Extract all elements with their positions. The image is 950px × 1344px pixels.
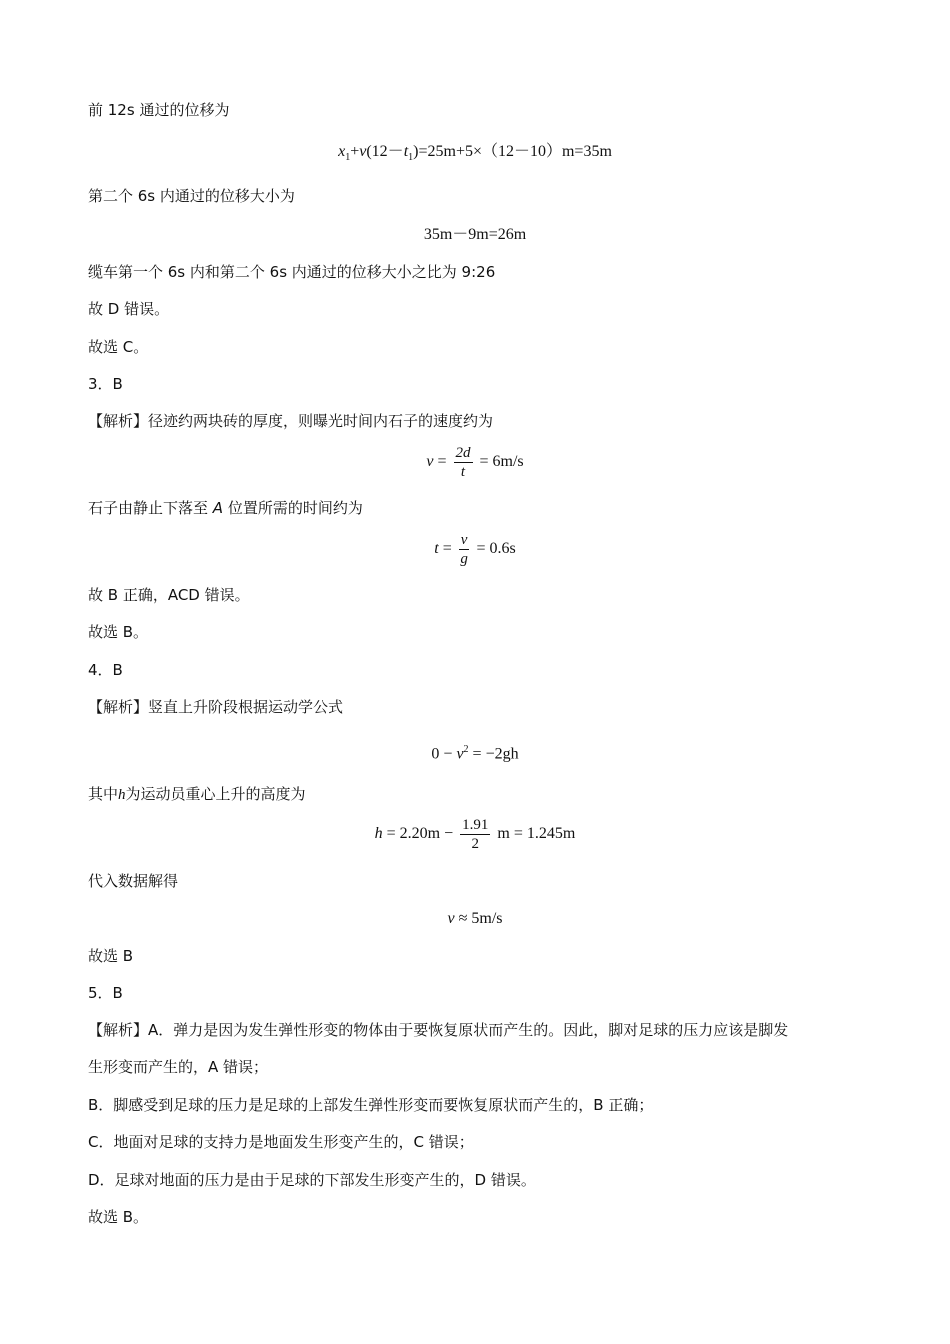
equation-second-6s: 35m－9m=26m: [423, 226, 527, 243]
question-number: 4．B: [88, 661, 123, 679]
equation-time: t = $\frac{v}{g}$ = 0.6s: [434, 532, 516, 567]
text-line: 代入数据解得: [88, 872, 179, 890]
text-line: 石子由静止下落至 A 位置所需的时间约为: [88, 499, 363, 517]
text-line: 前 12s 通过的位移为: [88, 101, 230, 119]
text-line: 故选 C。: [88, 338, 149, 356]
text-line: 第二个 6s 内通过的位移大小为: [88, 187, 295, 205]
text-line: 故选 B。: [88, 1208, 149, 1226]
analysis-line: 【解析】径迹约两块砖的厚度，则曝光时间内石子的速度约为: [88, 412, 494, 430]
text-line: 故选 B: [88, 947, 134, 965]
analysis-tag: 【解析】: [88, 412, 149, 430]
analysis-line: 【解析】竖直上升阶段根据运动学公式: [88, 698, 344, 716]
text-line: 缆车第一个 6s 内和第二个 6s 内通过的位移大小之比为 9:26: [88, 263, 496, 281]
text-line: B．脚感受到足球的压力是足球的上部发生弹性形变而要恢复原状而产生的，B 正确；: [88, 1096, 654, 1114]
text-line: 生形变而产生的，A 错误；: [88, 1058, 269, 1076]
question-number: 5．B: [88, 984, 123, 1002]
equation-height: h = 2.20m − $\frac{1.91}{2}$ m = 1.245m: [374, 817, 576, 852]
equation-kinematics: $0 - v^2 = -2gh$: [431, 744, 519, 763]
analysis-line: 【解析】A．弹力是因为发生弹性形变的物体由于要恢复原状而产生的。因此，脚对足球的压力应该是脚发: [88, 1021, 789, 1039]
analysis-tag: 【解析】: [88, 698, 149, 716]
text-line: 故 D 错误。: [88, 300, 170, 318]
text-line: 故 B 正确，ACD 错误。: [88, 586, 250, 604]
text-line: 其中h为运动员重心上升的高度为: [88, 785, 306, 803]
question-number: 3．B: [88, 375, 123, 393]
text-line: D．足球对地面的压力是由于足球的下部发生形变产生的，D 错误。: [88, 1171, 536, 1189]
analysis-tag: 【解析】: [88, 1021, 149, 1039]
text-line: 故选 B。: [88, 623, 149, 641]
equation-velocity-result: v ≈ 5m/s: [447, 910, 503, 927]
equation-displacement-12s: $x_1+v(12-t_1)=25m+5\times(12-10)m=35m$: [338, 143, 612, 164]
equation-velocity: v = $\frac{2d}{t}$ = 6m/s: [426, 445, 524, 480]
text-line: C．地面对足球的支持力是地面发生形变产生的，C 错误；: [88, 1133, 474, 1151]
